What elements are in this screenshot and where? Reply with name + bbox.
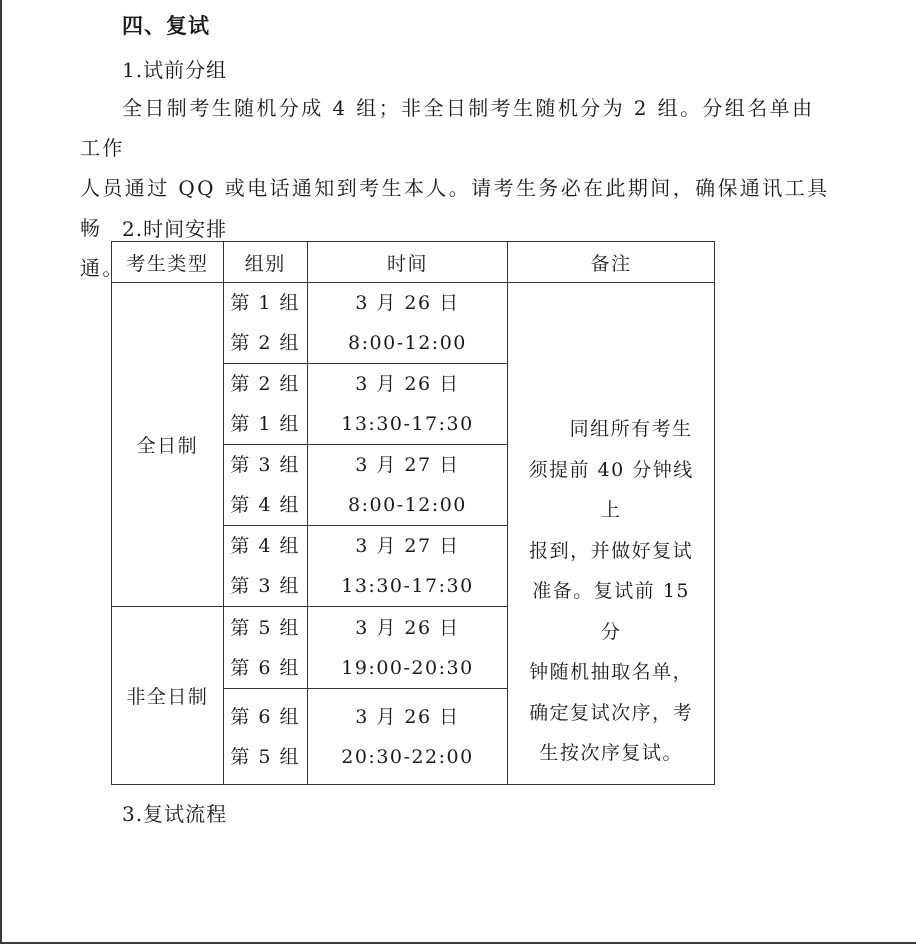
note-line: 准备。复试前 15 分 xyxy=(532,580,691,643)
time-cell: 3 月 26 日 19:00-20:30 xyxy=(307,607,508,689)
note-line: 须提前 40 分钟线上 xyxy=(528,458,694,522)
table-header-row xyxy=(112,242,715,283)
paragraph-line-3: 通。 xyxy=(80,256,125,280)
time-cell: 3 月 26 日 20:30-22:00 xyxy=(307,689,508,785)
paragraph-line-2: 人员通过 QQ 或电话通知到考生本人。请考生务必在此期间，确保通讯工具畅 xyxy=(80,176,830,240)
subheading-schedule: 2.时间安排 xyxy=(122,217,228,241)
note-cell xyxy=(508,283,715,785)
time-cell: 3 月 27 日 13:30-17:30 xyxy=(307,526,508,607)
group-cell: 第 5 组 第 6 组 xyxy=(223,607,307,689)
time-cell: 3 月 26 日 8:00-12:00 xyxy=(307,283,508,364)
group-cell: 第 6 组 第 5 组 xyxy=(223,689,307,785)
subheading-grouping: 1.试前分组 xyxy=(122,58,228,82)
group-cell: 第 2 组 第 1 组 xyxy=(223,364,307,445)
table-row xyxy=(112,283,715,364)
time-cell: 3 月 26 日 13:30-17:30 xyxy=(307,364,508,445)
note-line: 确定复试次序，考 xyxy=(529,701,694,724)
note-line: 钟随机抽取名单， xyxy=(529,661,694,684)
header-group: 组别 xyxy=(223,242,307,283)
header-type: 考生类型 xyxy=(112,242,224,283)
type-fulltime: 全日制 xyxy=(112,283,224,607)
subheading-process: 3.复试流程 xyxy=(122,802,228,826)
header-note: 备注 xyxy=(508,242,715,283)
paragraph-line-1: 全日制考生随机分成 4 组；非全日制考生随机分为 2 组。分组名单由工作 xyxy=(80,96,815,160)
note-line: 同组所有考生 xyxy=(569,418,693,441)
group-cell: 第 1 组 第 2 组 xyxy=(223,283,307,364)
header-time: 时间 xyxy=(307,242,508,283)
note-line: 生按次序复试。 xyxy=(539,742,683,765)
section-heading: 四、复试 xyxy=(122,13,210,38)
schedule-table xyxy=(111,241,715,785)
note-line: 报到，并做好复试 xyxy=(529,539,694,562)
time-cell: 3 月 27 日 8:00-12:00 xyxy=(307,445,508,526)
group-cell: 第 3 组 第 4 组 xyxy=(223,445,307,526)
type-parttime: 非全日制 xyxy=(112,607,224,785)
group-cell: 第 4 组 第 3 组 xyxy=(223,526,307,607)
